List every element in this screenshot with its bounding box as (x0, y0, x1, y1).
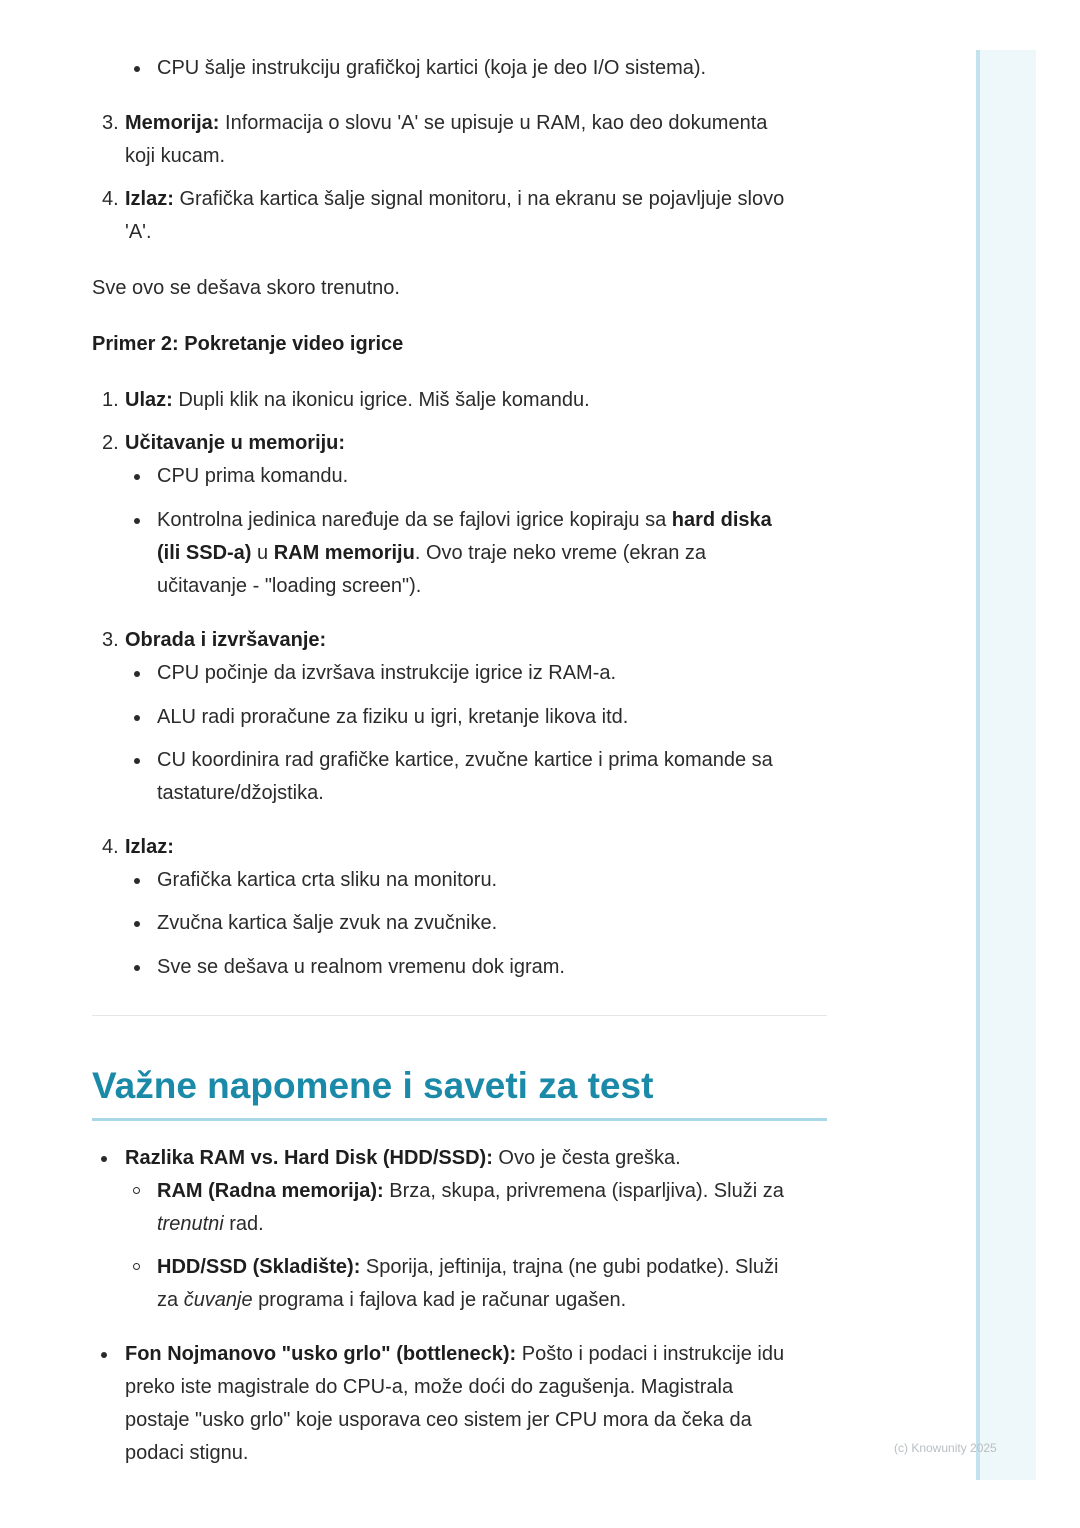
tip-text-continued: postaje "usko grlo" koje usporava ceo sistem jer CPU mora da čeka da (125, 1409, 752, 1431)
item-label: Ulaz: (125, 389, 173, 411)
tip-text-continued: preko iste magistrale do CPU-a, može doći do zagušenja. Magistrala (125, 1376, 734, 1398)
bullet-bold-part: RAM memoriju (273, 542, 415, 564)
bullet-text-part: u (251, 542, 274, 564)
sub-text: za (157, 1289, 184, 1311)
bullet-text-part: Kontrolna jedinica naređuje da se fajlovi igrice kopiraju sa (157, 509, 672, 531)
italic-text: čuvanje (183, 1289, 253, 1311)
tip-bottleneck (125, 1338, 784, 1371)
tip-text: Pošto i podaci i instrukcije idu (516, 1343, 785, 1365)
list-number: 1. (102, 389, 119, 411)
section-title-underline (92, 1118, 827, 1121)
bullet-text: CPU šalje instrukciju grafičkoj kartici (koja je deo I/O sistema). (157, 57, 707, 79)
bullet-dot (101, 1352, 107, 1358)
bullet-dot (134, 758, 140, 764)
list-number: 2. (102, 432, 119, 454)
sub-bullet-continued (157, 1284, 626, 1317)
list-item-memory (125, 107, 767, 140)
item-text: Informacija o slovu 'A' se upisuje u RAM, kao deo dokumenta (219, 112, 768, 134)
sub-text: rad. (223, 1213, 264, 1235)
tip-ram-vs-disk (125, 1142, 681, 1175)
list-item-input (125, 384, 590, 417)
summary-paragraph: Sve ovo se dešava skoro trenutno. (92, 277, 400, 299)
sub-text: Brza, skupa, privremena (isparljiva). Služi za (383, 1180, 784, 1202)
item-label: Obrada i izvršavanje: (125, 629, 327, 651)
bullet-text-continued: tastature/džojstika. (157, 782, 324, 804)
bullet-text: CPU prima komandu. (157, 465, 349, 487)
sub-bullet-continued (157, 1208, 264, 1241)
tip-text-continued: podaci stignu. (125, 1442, 249, 1464)
bullet-dot (134, 921, 140, 927)
bullet-text: Grafička kartica crta sliku na monitoru. (157, 869, 498, 891)
bullet-dot (134, 878, 140, 884)
bullet-bold-part: (ili SSD-a) (157, 542, 252, 564)
tip-text: Ovo je česta greška. (492, 1147, 681, 1169)
bullet-text: ALU radi proračune za fiziku u igri, kretanje likova itd. (157, 706, 629, 728)
list-item-processing (125, 624, 326, 657)
item-text: Dupli klik na ikonicu igrice. Miš šalje komandu. (172, 389, 590, 411)
right-margin-panel (976, 50, 1036, 1480)
sub-label: RAM (Radna memorija): (157, 1180, 384, 1202)
section-title: Važne napomene i saveti za test (92, 1065, 654, 1106)
list-number: 4. (102, 836, 119, 858)
list-item-loading (125, 427, 345, 460)
bullet-dot (134, 518, 140, 524)
sub-text: programa i fajlova kad je računar ugašen. (252, 1289, 627, 1311)
bullet-text: Zvučna kartica šalje zvuk na zvučnike. (157, 912, 498, 934)
tip-label: Razlika RAM vs. Hard Disk (HDD/SSD): (125, 1147, 493, 1169)
bullet-text: Sve se dešava u realnom vremenu dok igram. (157, 956, 565, 978)
sub-bullet-ram (157, 1175, 784, 1208)
bullet-dot (134, 965, 140, 971)
list-number: 3. (102, 629, 119, 651)
sub-bullet-storage (157, 1251, 778, 1284)
bullet-text-continued: učitavanje - "loading screen"). (157, 575, 422, 597)
bullet-text-part: . Ovo traje neko vreme (ekran za (414, 542, 707, 564)
italic-text: trenutni (157, 1213, 224, 1235)
bullet-dot (134, 66, 140, 72)
tip-label: Fon Nojmanovo "usko grlo" (bottleneck): (125, 1343, 517, 1365)
item-text: Grafička kartica šalje signal monitoru, i na ekranu se pojavljuje slovo (173, 188, 785, 210)
sub-text: Sporija, jeftinija, trajna (ne gubi podatke). Služi (360, 1256, 779, 1278)
bullet-text-continued (157, 537, 706, 570)
bullet-text: CU koordinira rad grafičke kartice, zvučne kartice i prima komande sa (157, 749, 773, 771)
bullet-dot (134, 715, 140, 721)
example-heading (92, 328, 403, 361)
bullet-bold-part: hard diska (671, 509, 772, 531)
bullet-text (157, 504, 772, 537)
sub-bullet-circle (133, 1263, 140, 1270)
copyright-watermark: (c) Knowunity 2025 (894, 1441, 997, 1455)
item-text-continued: koji kucam. (125, 145, 226, 167)
item-label: Izlaz: (125, 188, 174, 210)
item-label: Izlaz: (125, 836, 174, 858)
example-heading-text: Primer 2: Pokretanje video igrice (92, 333, 404, 355)
item-text-continued: 'A'. (125, 221, 152, 243)
bullet-dot (134, 474, 140, 480)
list-item-output (125, 831, 174, 864)
list-number: 3. (102, 112, 119, 134)
bullet-dot (101, 1156, 107, 1162)
list-number: 4. (102, 188, 119, 210)
bullet-dot (134, 671, 140, 677)
horizontal-divider (92, 1015, 827, 1016)
bullet-text: CPU počinje da izvršava instrukcije igrice iz RAM-a. (157, 662, 617, 684)
sub-label: HDD/SSD (Skladište): (157, 1256, 361, 1278)
sub-bullet-circle (133, 1187, 140, 1194)
list-item-output (125, 183, 784, 216)
item-label: Memorija: (125, 112, 220, 134)
item-label: Učitavanje u memoriju: (125, 432, 346, 454)
